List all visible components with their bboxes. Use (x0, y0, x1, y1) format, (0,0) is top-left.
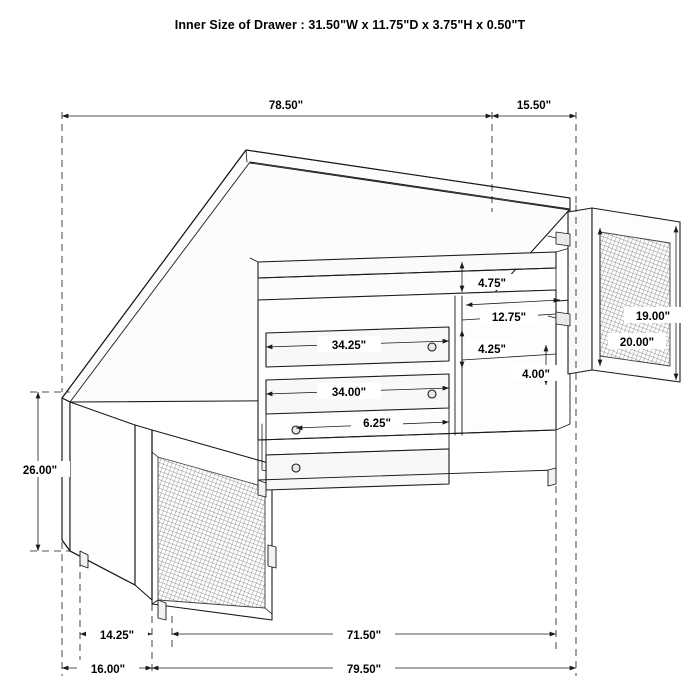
dim-door-open-depth: 12.75" (491, 312, 527, 324)
dim-left-door-width: 14.25" (99, 630, 135, 642)
dim-door-panel-height-inner: 20.00" (619, 337, 655, 349)
dim-lower-compartment: 6.25" (363, 418, 391, 430)
dim-base-overall-width: 79.50" (346, 664, 382, 676)
dim-drawer-inner-width: 34.00" (331, 387, 367, 399)
dim-shelf-height: 4.75" (478, 278, 506, 290)
page-title: Inner Size of Drawer : 31.50"W x 11.75"D x 3.75"H x 0.50"T (174, 18, 526, 32)
dim-base-body-width: 71.50" (346, 630, 382, 642)
dim-drawer-front-width: 34.25" (331, 340, 367, 352)
dim-door-panel-height-outer: 19.00" (635, 311, 671, 323)
dim-base-left-depth: 16.00" (90, 664, 126, 676)
dim-top-width: 78.50" (268, 100, 304, 112)
dim-top-door-swing: 15.50" (516, 100, 552, 112)
dim-drawer-height: 4.25" (478, 344, 506, 356)
dim-toe-height: 4.00" (522, 369, 550, 381)
dim-overall-height: 26.00" (22, 465, 58, 477)
